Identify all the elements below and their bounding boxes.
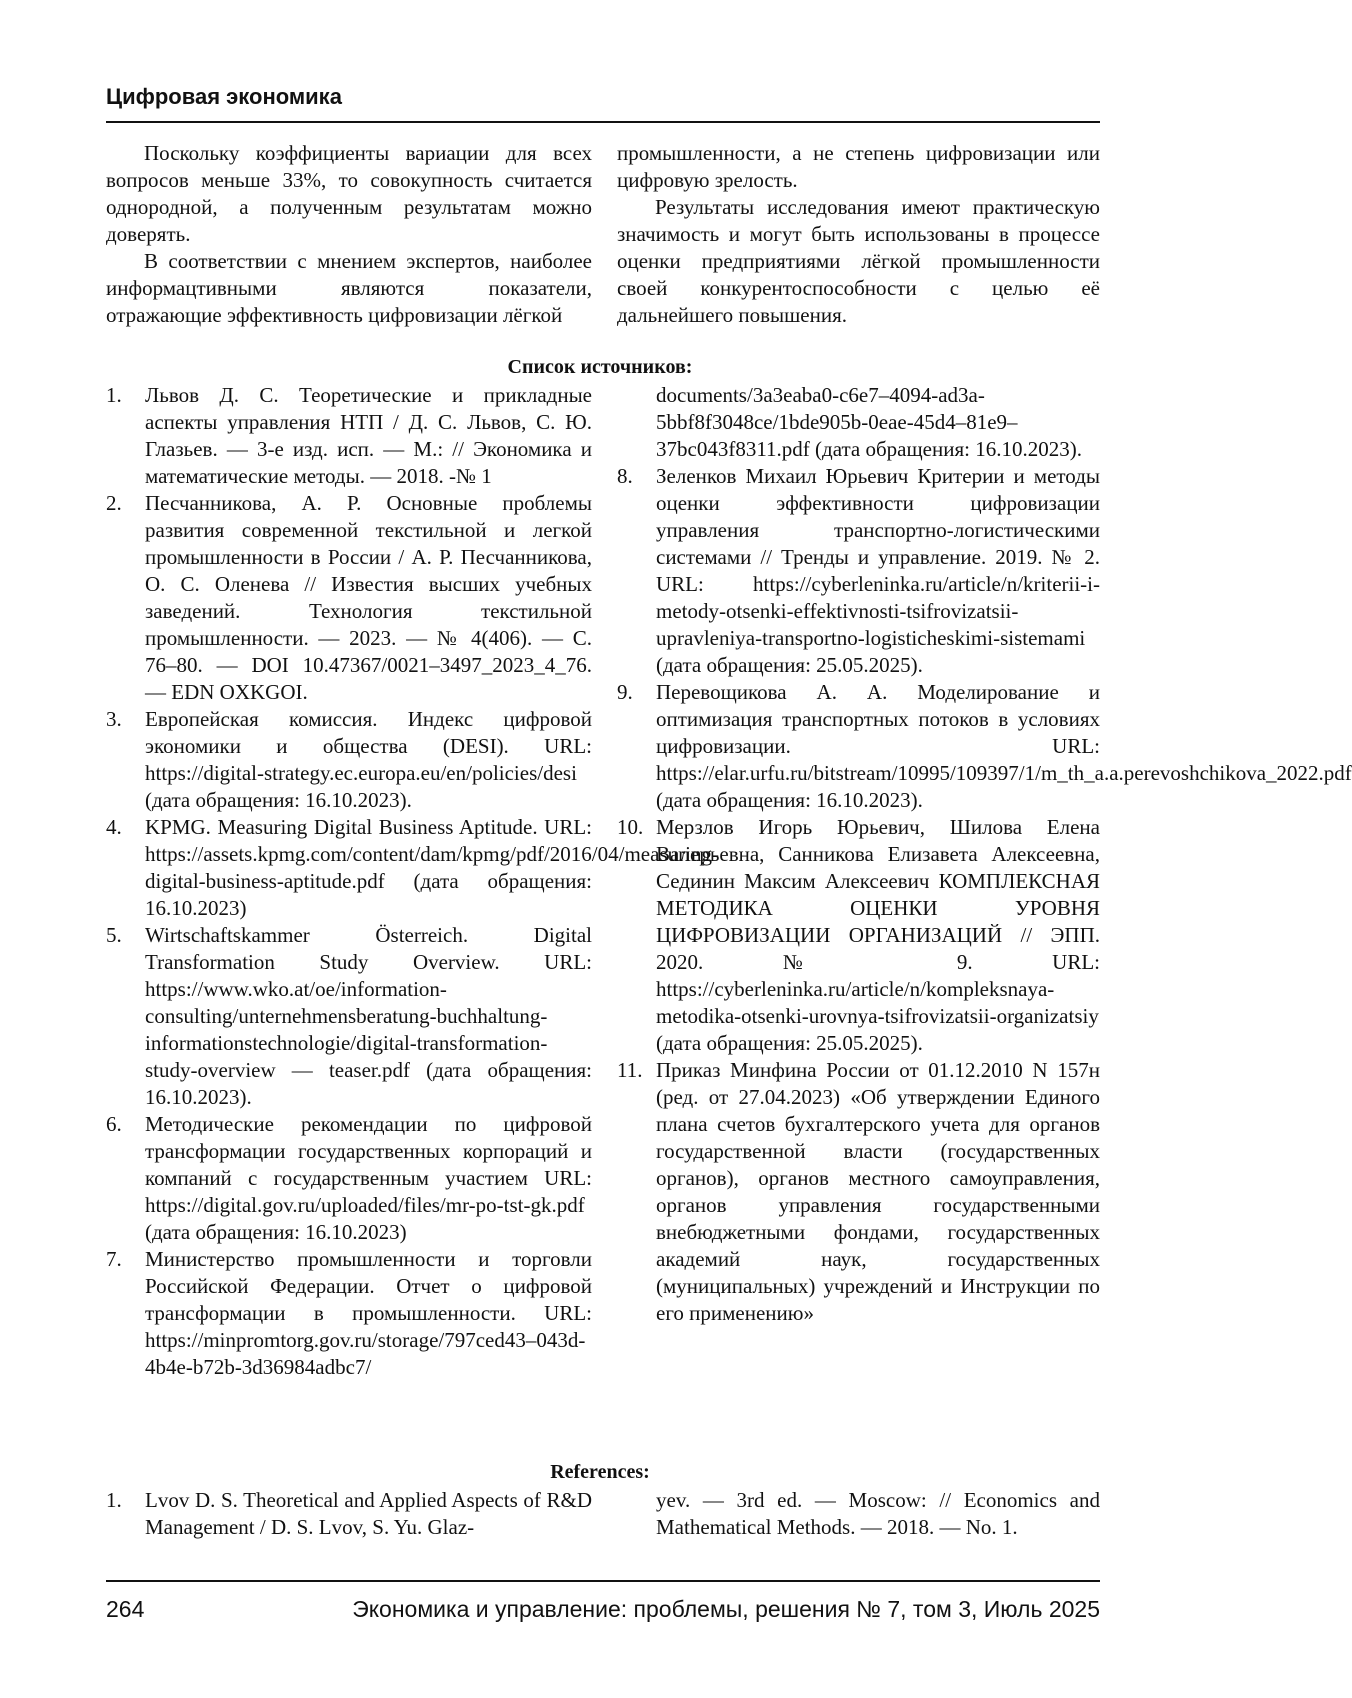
reference-text: Методические рекомендации по цифровой трансформации государственных корпораций и компаний с государственным участием URL: https://digital.gov.ru/uploaded/files/mr-po-tst-gk.pdf (дата обращения: 16.10.2023) bbox=[145, 1112, 592, 1244]
reference-number: 4. bbox=[106, 815, 122, 839]
reference-text: KPMG. Measuring Digital Business Aptitude. URL: https://assets.kpmg.com/content/dam/kpmg/pdf/2016/04/measuring-digital-business-aptitude.pdf (дата обращения: 16.10.2023) bbox=[145, 815, 719, 920]
reference-item bbox=[617, 814, 1100, 1057]
reference-number: 6. bbox=[106, 1112, 122, 1136]
reference-number: 7. bbox=[106, 1247, 122, 1271]
reference-number: 5. bbox=[106, 923, 122, 947]
reference-number: 1. bbox=[106, 1488, 122, 1512]
reference-item bbox=[106, 1487, 592, 1541]
references-left-column bbox=[106, 1487, 592, 1541]
reference-text: Европейская комиссия. Индекс цифровой экономики и общества (DESI). URL: https://digital-strategy.ec.europa.eu/en/policies/desi (дата обращения: 16.10.2023). bbox=[145, 707, 592, 812]
reference-text: Lvov D. S. Theoretical and Applied Aspects of R&D Management / D. S. Lvov, S. Yu. Glaz- bbox=[145, 1488, 592, 1539]
reference-number: 11. bbox=[617, 1058, 643, 1082]
reference-text: Wirtschaftskammer Österreich. Digital Transformation Study Overview. URL: https://www.wko.at/oe/information-consulting/unternehmensberatung-buchhaltung-informationstechnologie/digital-transformation-study-overview — teaser.pdf (дата обращения: 16.10.2023). bbox=[145, 923, 592, 1109]
body-left-column bbox=[106, 140, 592, 329]
reference-text: Перевощикова А. А. Моделирование и оптимизация транспортных потоков в условиях цифровизации. URL: https://elar.urfu.ru/bitstream/10995/109397/1/m_th_a.a.perevoshchikova_2022.pdf (дата обращения: 16.10.2023). bbox=[656, 680, 1352, 812]
reference-text: Министерство промышленности и торговли Российской Федерации. Отчет о цифровой трансформации в промышленности. URL: https://minpromtorg.gov.ru/storage/797ced43–043d-4b4e-b72b-3d36984adbc7/ bbox=[145, 1247, 592, 1379]
reference-item bbox=[106, 490, 592, 706]
body-paragraph: Поскольку коэффициенты вариации для всех вопросов меньше 33%, то совокупность считается однородной, а полученным результатам можно доверять. bbox=[106, 141, 592, 246]
reference-item bbox=[106, 382, 592, 490]
reference-text: Песчанникова, А. Р. Основные проблемы развития современной текстильной и легкой промышленности в России / А. Р. Песчанникова, О. С. Оленева // Известия высших учебных заведений. Технология текстильной промышленности. — 2023. — № 4(406). — С. 76–80. — DOI 10.47367/0021–3497_2023_4_76. — EDN OXKGOI. bbox=[145, 491, 592, 704]
reference-text: Львов Д. С. Теоретические и прикладные аспекты управления НТП / Д. С. Львов, С. Ю. Глазьев. — 3-е изд. исп. — М.: // Экономика и математические методы. — 2018. -№ 1 bbox=[145, 383, 592, 488]
reference-item bbox=[617, 1057, 1100, 1327]
reference-number: 9. bbox=[617, 680, 633, 704]
reference-number: 3. bbox=[106, 707, 122, 731]
body-paragraph: В соответствии с мнением экспертов, наиболее информацтивными являются показатели, отражающие эффективность цифровизации лёгкой bbox=[106, 249, 592, 327]
reference-item bbox=[106, 706, 592, 814]
sources-heading: Список источников: bbox=[507, 356, 693, 378]
references-heading: References: bbox=[550, 1461, 650, 1483]
reference-item bbox=[617, 463, 1100, 679]
header-rule bbox=[106, 121, 1100, 123]
sources-right-column bbox=[617, 382, 1352, 1327]
page-number: 264 bbox=[106, 1596, 145, 1622]
body-paragraph: промышленности, а не степень цифровизации или цифровую зрелость. bbox=[617, 141, 1100, 192]
footer-rule bbox=[106, 1580, 1100, 1582]
reference-text: Приказ Минфина России от 01.12.2010 N 157н (ред. от 27.04.2023) «Об утверждении Единого плана счетов бухгалтерского учета для органов государственной власти (государственных органов), органов местного самоуправления, органов управления государственными внебюджетными фондами, государственных академий наук, государственных (муниципальных) учреждений и Инструкции по его применению» bbox=[656, 1058, 1100, 1325]
reference-continuation: yev. — 3rd ed. — Moscow: // Economics and Mathematical Methods. — 2018. — No. 1. bbox=[656, 1488, 1100, 1539]
reference-item bbox=[106, 814, 719, 922]
reference-item bbox=[106, 922, 592, 1111]
reference-number: 1. bbox=[106, 383, 122, 407]
section-title: Цифровая экономика bbox=[106, 84, 342, 109]
body-paragraph: Результаты исследования имеют практическую значимость и могут быть использованы в процессе оценки предприятиями лёгкой промышленности своей конкурентоспособности с целью её дальнейшего повышения. bbox=[617, 195, 1100, 327]
references-right-column bbox=[617, 1487, 1100, 1541]
reference-continuation: documents/3a3eaba0-c6e7–4094-ad3a-5bbf8f3048ce/1bde905b-0eae-45d4–81e9–37bc043f8311.pdf (дата обращения: 16.10.2023). bbox=[656, 383, 1082, 461]
journal-info: Экономика и управление: проблемы, решения № 7, том 3, Июль 2025 bbox=[352, 1596, 1100, 1622]
reference-text: Мерзлов Игорь Юрьевич, Шилова Елена Валерьевна, Санникова Елизавета Алексеевна, Сединин Максим Алексеевич КОМПЛЕКСНАЯ МЕТОДИКА ОЦЕНКИ УРОВНЯ ЦИФРОВИЗАЦИИ ОРГАНИЗАЦИЙ // ЭПП. 2020. № 9. URL: https://cyberleninka.ru/article/n/kompleksnaya-metodika-otsenki-urovnya-tsifrovizatsii-organizatsiy (дата обращения: 25.05.2025). bbox=[656, 815, 1100, 1055]
reference-item bbox=[106, 1111, 592, 1246]
body-right-column bbox=[617, 140, 1100, 329]
reference-number: 10. bbox=[617, 815, 644, 839]
reference-item bbox=[617, 679, 1352, 814]
reference-number: 8. bbox=[617, 464, 633, 488]
reference-number: 2. bbox=[106, 491, 122, 515]
reference-item bbox=[106, 1246, 592, 1381]
reference-text: Зеленков Михаил Юрьевич Критерии и методы оценки эффективности цифровизации управления транспортно-логистическими системами // Тренды и управление. 2019. № 2. URL: https://cyberleninka.ru/article/n/kriterii-i-metody-otsenki-effektivnosti-tsifrovizatsii-upravleniya-transportno-logisticheskimi-sistemami (дата обращения: 25.05.2025). bbox=[656, 464, 1100, 677]
